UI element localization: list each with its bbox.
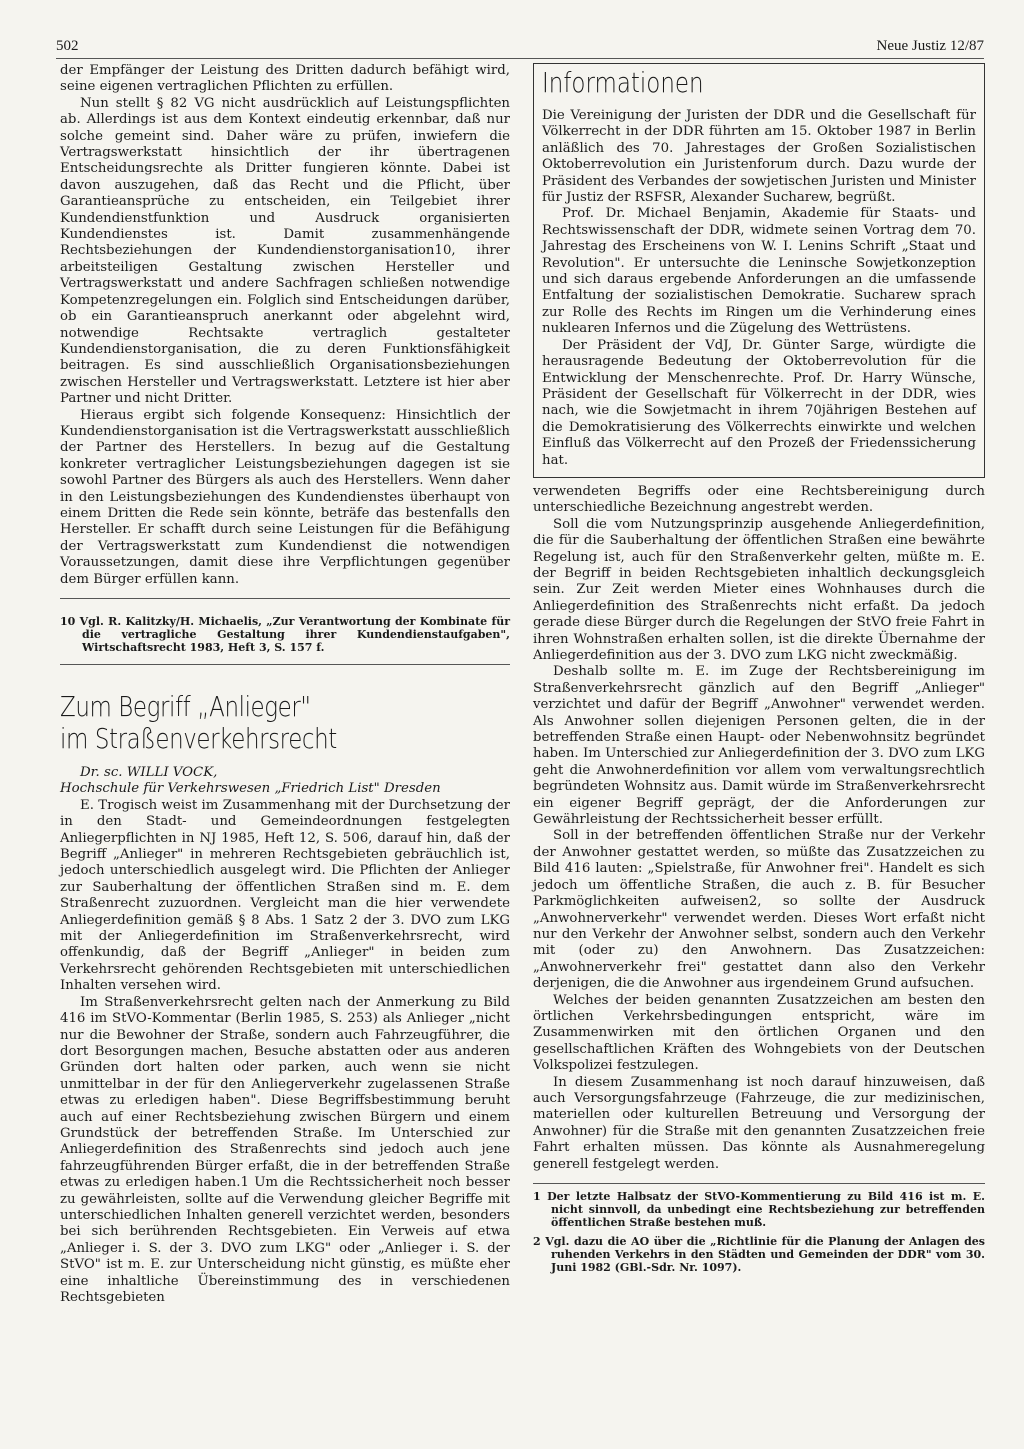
author-affiliation: Hochschule für Verkehrswesen „Friedrich List" Dresden [60,781,441,797]
footnote-1: 1 Der letzte Halbsatz der StVO-Kommentierung zu Bild 416 ist m. E. nicht sinnvoll, da unbedingt eine Rechtsbeziehung zur betreffenden öffentlichen Straße bestehen muß. [533,1190,985,1229]
paragraph: Der Präsident der VdJ, Dr. Günter Sarge, würdigte die herausragende Bedeutung der Oktoberrevolution für die Entwicklung der Menschenrechte. Prof. Dr. Harry Wünsche, Präsident der Gesellschaft für Völkerrecht in der DDR, wies nach, wie die Sowjetmacht in ihrem 70jährigen Bestehen auf die Demokratisierung des Völkerrechts einwirkte und welchen Einfluß das Völkerrecht auf den Prozeß der Friedenssicherung hat. [542,337,976,468]
paragraph: der Empfänger der Leistung des Dritten dadurch befähigt wird, seine eigenen vertraglichen Pflichten zu erfüllen. [60,63,510,95]
page-number: 502 [56,38,79,54]
left-column [60,63,510,1306]
paragraph: Soll die vom Nutzungsprinzip ausgehende Anliegerdefinition, die für die Sauberhaltung der öffentlichen Straßen eine bewährte Regelung ist, auch für den Straßenverkehr gelten, müßte m. E. der Begriff in beiden Rechtsgebieten inhaltlich deckungsgleich sein. Zur Zeit werden Mieter eines Wohnhauses durch die Anliegerdefinition des Straßenrechts nicht erfaßt. Da jedoch gerade diese Bürger durch die Regelungen der StVO freie Fahrt in ihren Wohnstraßen erhalten sollen, ist die direkte Übernahme der Anliegerdefinition aus der 3. DVO zum LKG nicht zweckmäßig. [533,516,985,663]
paragraph: Deshalb sollte m. E. im Zuge der Rechtsbereinigung im Straßenverkehrsrecht gänzlich auf den Begriff „Anlieger" verzichtet und dafür der Begriff „Anwohner" verwendet werden. Als Anwohner sollen diejenigen Personen gelten, die in der betreffenden Straße einen Haupt- oder Nebenwohnsitz begründet haben. Im Unterschied zur Anliegerdefinition der 3. DVO zum LKG geht die Anwohnerdefinition vor allem vom verwaltungsrechtlich begründeten Wohnsitz aus. Damit würde im Straßenverkehrsrecht ein eigener Begriff geprägt, der die Anforderungen zur Gewährleistung der Rechtssicherheit besser erfüllt. [533,664,985,828]
paragraph: Soll in der betreffenden öffentlichen Straße nur der Verkehr der Anwohner gestattet werden, so müßte das Zusatzzeichen zu Bild 416 lauten: „Spielstraße, für Anwohner frei". Handelt es sich jedoch um öffentliche Straßen, die auch z. B. für Besucher Parkmöglichkeiten aufweisen2, so sollte der Ausdruck „Anwohnerverkehr" verwendet werden. Dieses Wort erfaßt nicht nur den Verkehr der Anwohner selbst, sondern auch den Verkehr mit (oder zu) den Anwohnern. Das Zusatzzeichen: „Anwohnerverkehr frei" gestattet dann also den Verkehr derjenigen, die die Anwohner aus irgendeinem Grund aufsuchen. [533,828,985,992]
article-title [60,691,429,755]
paragraph: Prof. Dr. Michael Benjamin, Akademie für Staats- und Rechtswissenschaft der DDR, widmete seinen Vortrag dem 70. Jahrestag des Erscheinens von W. I. Lenins Schrift „Staat und Revolution". Er untersuchte die Leninsche Sowjetkonzeption und sich daraus ergebende Anforderungen an die umfassende Entfaltung der sozialistischen Demokratie. Sucharew sprach zur Rolle des Rechts im Ringen um die Verhinderung eines nuklearen Infernos und die Zügelung des Wettrüstens. [542,206,976,337]
article-title-line-2: im Straßenverkehrsrecht [60,722,337,755]
paragraph: verwendeten Begriffs oder eine Rechtsbereinigung durch unterschiedliche Bezeichnung angestrebt werden. [533,483,985,516]
paragraph: Im Straßenverkehrsrecht gelten nach der Anmerkung zu Bild 416 im StVO-Kommentar (Berlin 1985, S. 253) als Anlieger „nicht nur die Bewohner der Straße, sondern auch Fahrzeugführer, die dort Besorgungen machen, Besuche abstatten oder aus anderen Gründen dort halten oder parken, auch wenn sie nicht unmittelbar in der für den Anliegerverkehr zugelassenen Straße etwas zu erledigen haben". Diese Begriffsbestimmung beruht auch auf einer Rechtsbeziehung zwischen Bürgern und einem Grundstück der betreffenden Straße. Im Unterschied zur Anliegerdefinition des Straßenrechts sind jedoch auch jene fahrzeugführenden Bürger erfaßt, die in der betreffenden Straße etwas zu erledigen haben.1 Um die Rechtssicherheit noch besser zu gewährleisten, sollte auf die Verwendung gleicher Begriffe mit unterschiedlichen Inhalten generell verzichtet werden, besonders bei sich berührenden Rechtsgebieten. Ein Verweis auf etwa „Anlieger i. S. der 3. DVO zum LKG" oder „Anlieger i. S. der StVO" ist m. E. zur Unterscheidung nicht günstig, es müßte eher eine inhaltliche Übereinstimmung des in verschiedenen Rechtsgebieten [60,994,510,1305]
right-column [533,63,985,1274]
paragraph: In diesem Zusammenhang ist noch darauf hinzuweisen, daß auch Versorgungsfahrzeuge (Fahrzeuge, die zur medizinischen, materiellen oder kulturellen Betreuung und Versorgung der Anwohner) für die Straße mit den genannten Zusatzzeichen freie Fahrt erhalten müssen. Das könnte als Ausnahmeregelung generell festgelegt werden. [533,1074,985,1172]
paragraph: Die Vereinigung der Juristen der DDR und die Gesellschaft für Völkerrecht in der DDR führten am 15. Oktober 1987 in Berlin anläßlich des 70. Jahrestages der Großen Sozialistischen Oktoberrevolution ein Juristenforum durch. Dazu wurde der Präsident des Verbandes der sowjetischen Juristen und Minister für Justiz der RSFSR, Alexander Sucharew, begrüßt. [542,108,976,206]
informationen-title: Informationen [542,66,704,99]
header-rule [56,58,984,59]
article-title-line-1: Zum Begriff „Anlieger" [60,690,311,723]
footnote-10: 10 Vgl. R. Kalitzky/H. Michaelis, „Zur Verantwortung der Kombinate für die vertragliche Gestaltung ihrer Kundendienstaufgaben", Wirtschaftsrecht 1983, Heft 3, S. 157 f. [60,615,510,654]
paragraph: Welches der beiden genannten Zusatzzeichen am besten den örtlichen Verkehrsbedingungen entspricht, wäre im Zusammenwirken mit den örtlichen Organen und den gesellschaftlichen Kräften des Wohngebiets von der Deutschen Volkspolizei festzulegen. [533,992,985,1074]
informationen-box [533,63,985,478]
footnote-rule [533,1183,985,1184]
footnote-rule [60,598,510,599]
paragraph: E. Trogisch weist im Zusammenhang mit der Durchsetzung der in den Stadt- und Gemeindeordnungen festgelegten Anliegerpflichten in NJ 1985, Heft 12, S. 506, darauf hin, daß der Begriff „Anlieger" in mehreren Rechtsgebieten gebräuchlich ist, jedoch unterschiedlich ausgelegt wird. Die Pflichten der Anlieger zur Sauberhaltung der öffentlichen Straßen sind m. E. dem Straßenrecht zuzuordnen. Vergleicht man die hier verwendete Anliegerdefinition gemäß § 8 Abs. 1 Satz 2 der 3. DVO zum LKG mit der Anliegerdefinition im Straßenverkehrsrecht, wird offenkundig, daß der Begriff „Anlieger" in beiden zum Verkehrsrecht gehörenden Rechtsgebieten mit unterschiedlichen Inhalten versehen wird. [60,797,510,994]
author-name: Dr. sc. WILLI VOCK, [80,765,218,780]
journal-issue: Neue Justiz 12/87 [876,38,984,54]
section-rule [60,664,510,665]
article-author [60,765,510,798]
footnote-2: 2 Vgl. dazu die AO über die „Richtlinie für die Planung der Anlagen des ruhenden Verkehrs in den Städten und Gemeinden der DDR" vom 30. Juni 1982 (GBl.-Sdr. Nr. 1097). [533,1235,985,1274]
paragraph: Nun stellt § 82 VG nicht ausdrücklich auf Leistungspflichten ab. Allerdings ist aus dem Kontext eindeutig erkennbar, daß nur solche gemeint sind. Daher wäre zu prüfen, inwiefern die Vertragswerkstatt hinsichtlich der ihr übertragenen Entscheidungsrechte als Dritter fungieren könnte. Dabei ist davon auszugehen, daß das Recht und die Pflicht, über Garantieansprüche zu entscheiden, ein Teilgebiet ihrer Kundendienstfunktion und Ausdruck organisierten Kundendienstes ist. Damit zusammenhängende Rechtsbeziehungen der Kundendienstorganisation10, ihrer arbeitsteiligen Gestaltung zwischen Hersteller und Vertragswerkstatt und andere Sachfragen schließen notwendige Kompetenzregelungen ein. Folglich sind Entscheidungen darüber, ob ein Garantieanspruch anerkannt oder abgelehnt wird, notwendige Rechtsakte vertraglich gestalteter Kundendienstorganisation, die zu deren Funktionsfähigkeit beitragen. Es sind ausschließlich Organisationsbeziehungen zwischen Hersteller und Vertragswerkstatt. Letztere ist hier aber Partner und nicht Dritter. [60,95,510,407]
paragraph: Hieraus ergibt sich folgende Konsequenz: Hinsichtlich der Kundendienstorganisation ist die Vertragswerkstatt ausschließlich der Partner des Herstellers. In bezug auf die Gestaltung konkreter vertraglicher Leistungsbeziehungen dagegen ist sie sowohl Partner des Bürgers als auch des Herstellers. Wenn daher in den Leistungsbeziehungen des Kundendienstes überhaupt von einem Dritten die Rede sein könnte, beträfe das bestenfalls den Hersteller. Er schafft durch seine Leistungen für die Befähigung der Vertragswerkstatt zum Kundendienst die notwendigen Voraussetzungen, damit diese ihre Verpflichtungen gegenüber dem Bürger erfüllen kann. [60,407,510,587]
